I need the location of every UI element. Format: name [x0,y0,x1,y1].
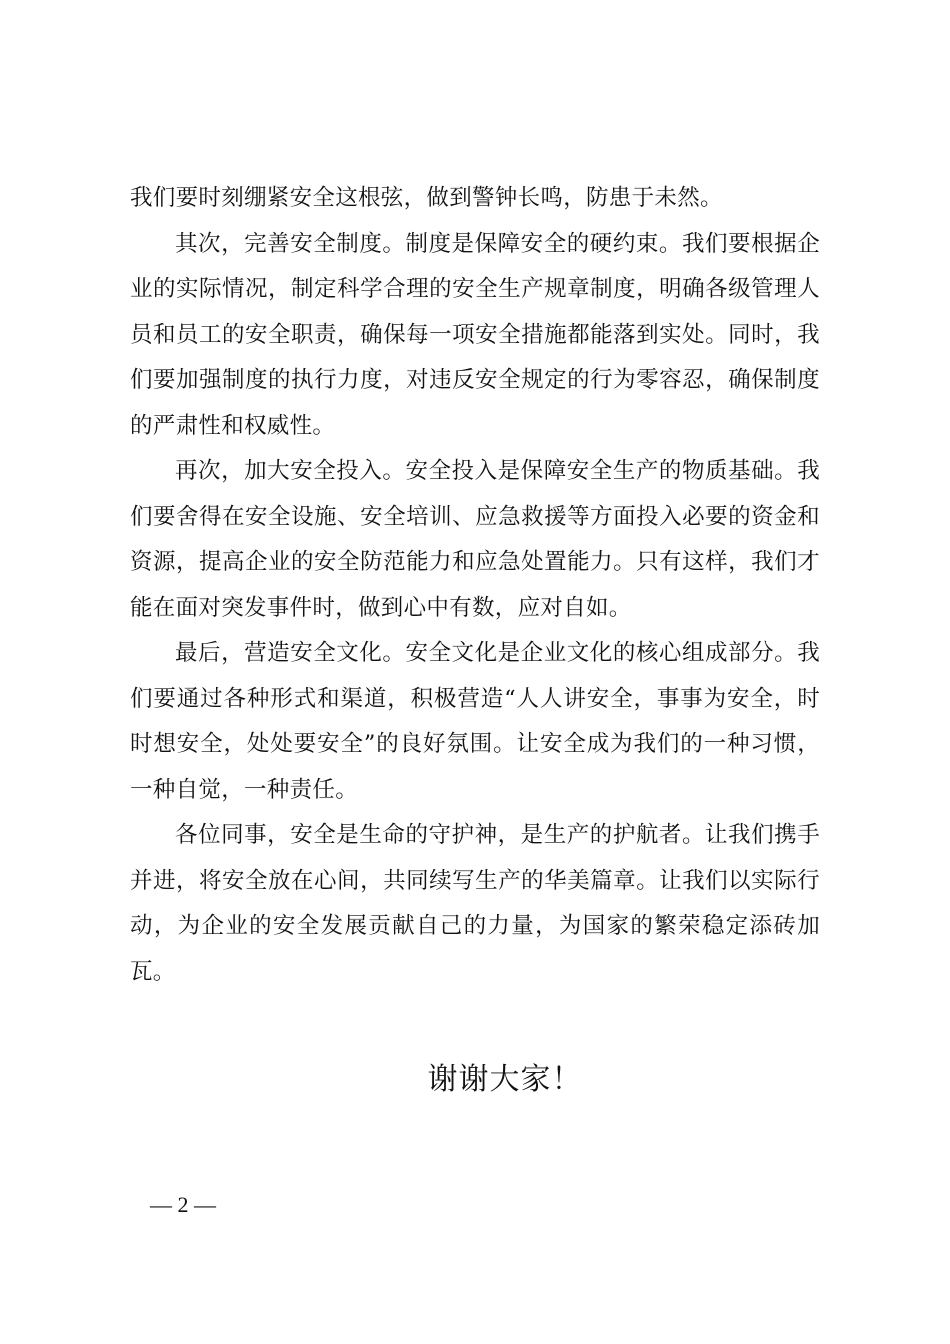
closing-thanks: 谢谢大家！ [427,1062,583,1097]
page-number: — 2 — [150,1192,216,1217]
paragraph-continuation: 我们要时刻绷紧安全这根弦，做到警钟长鸣，防患于未然。 [130,185,723,211]
paragraph-conclusion: 各位同事，安全是生命的守护神，是生产的护航者。让我们携手并进，将安全放在心间，共同续写生产的华美篇章。让我们以实际行动，为企业的安全发展贡献自己的力量，为国家的繁荣稳定添砖加瓦。 [130,822,820,985]
paragraph-safety-system: 其次，完善安全制度。制度是保障安全的硬约束。我们要根据企业的实际情况，制定科学合理的安全生产规章制度，明确各级管理人员和员工的安全职责，确保每一项安全措施都能落到实处。同时，我们要加强制度的执行力度，对违反安全规定的行为零容忍，确保制度的严肃性和权威性。 [130,230,820,439]
paragraph-safety-investment: 再次，加大安全投入。安全投入是保障安全生产的物质基础。我们要舍得在安全设施、安全培训、应急救援等方面投入必要的资金和资源，提高企业的安全防范能力和应急处置能力。只有这样，我们才能在面对突发事件时，做到心中有数，应对自如。 [130,458,820,621]
paragraph-safety-culture: 最后，营造安全文化。安全文化是企业文化的核心组成部分。我们要通过各种形式和渠道，积极营造“人人讲安全，事事为安全，时时想安全，处处要安全”的良好氛围。让安全成为我们的一种习惯，一种自觉，一种责任。 [130,640,820,803]
document-body [130,176,820,995]
